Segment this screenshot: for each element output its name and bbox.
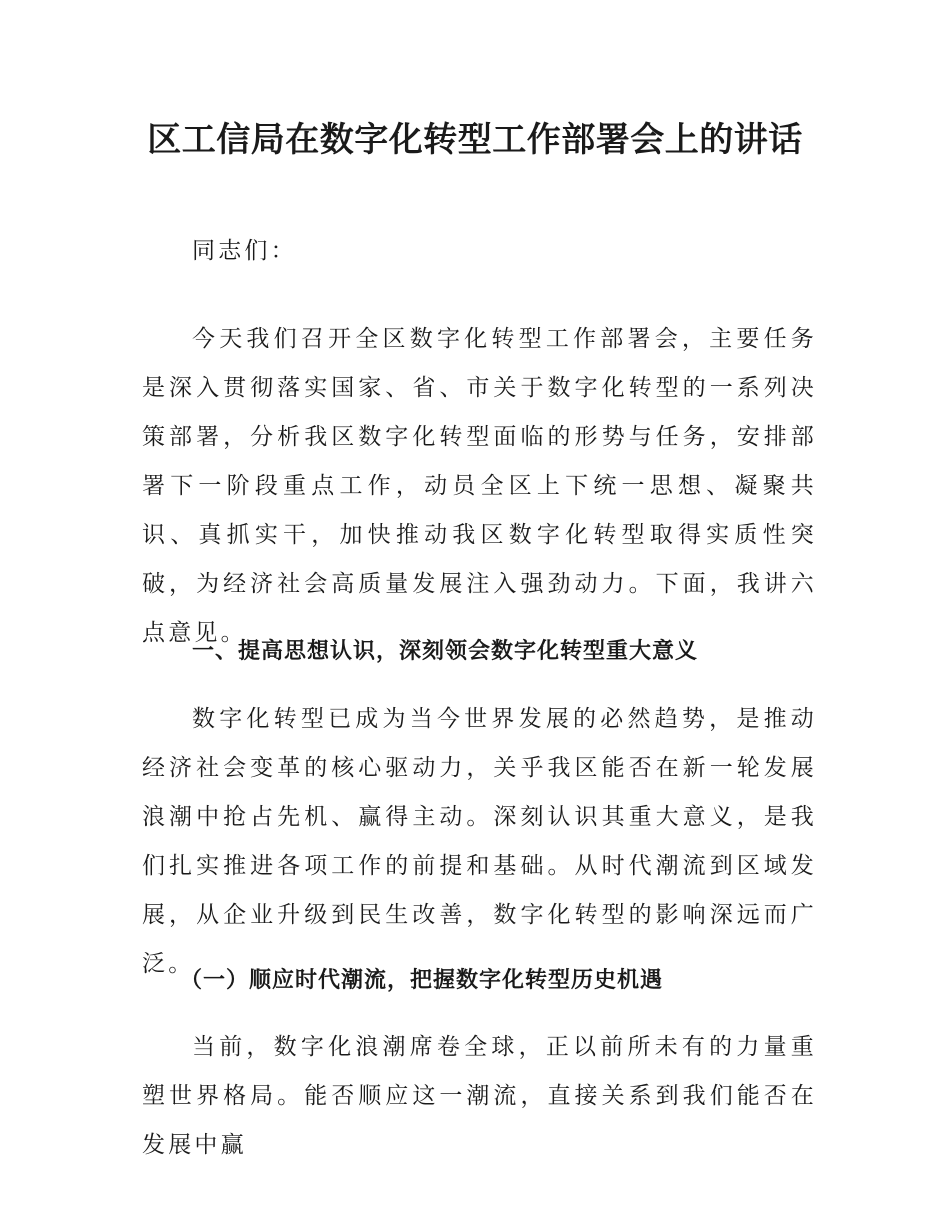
paragraph-section-1: 数字化转型已成为当今世界发展的必然趋势，是推动经济社会变革的核心驱动力，关乎我区能否在新一轮发展浪潮中抢占先机、赢得主动。深刻认识其重大意义，是我们扎实推进各项工作的前提和基础。从时代潮流到区域发展，从企业升级到民生改善，数字化转型的影响深远而广泛。 — [142, 706, 817, 977]
salutation: 同志们： — [192, 238, 297, 264]
section-heading-1: 一、提高思想认识，深刻领会数字化转型重大意义 — [192, 639, 699, 664]
paragraph-intro: 今天我们召开全区数字化转型工作部署会，主要任务是深入贯彻落实国家、省、市关于数字化转型的一系列决策部署，分析我区数字化转型面临的形势与任务，安排部署下一阶段重点工作，动员全区上下统一思想、凝聚共识、真抓实干，加快推动我区数字化转型取得实质性突破，为经济社会高质量发展注入强劲动力。下面，我讲六点意见。 — [142, 326, 817, 646]
subsection-heading-1: （一）顺应时代潮流，把握数字化转型历史机遇 — [180, 968, 664, 993]
paragraph-subsection-1: 当前，数字化浪潮席卷全球，正以前所未有的力量重塑世界格局。能否顺应这一潮流，直接关系到我们能否在发展中赢 — [142, 1034, 817, 1158]
document-title: 区工信局在数字化转型工作部署会上的讲话 — [147, 120, 803, 160]
